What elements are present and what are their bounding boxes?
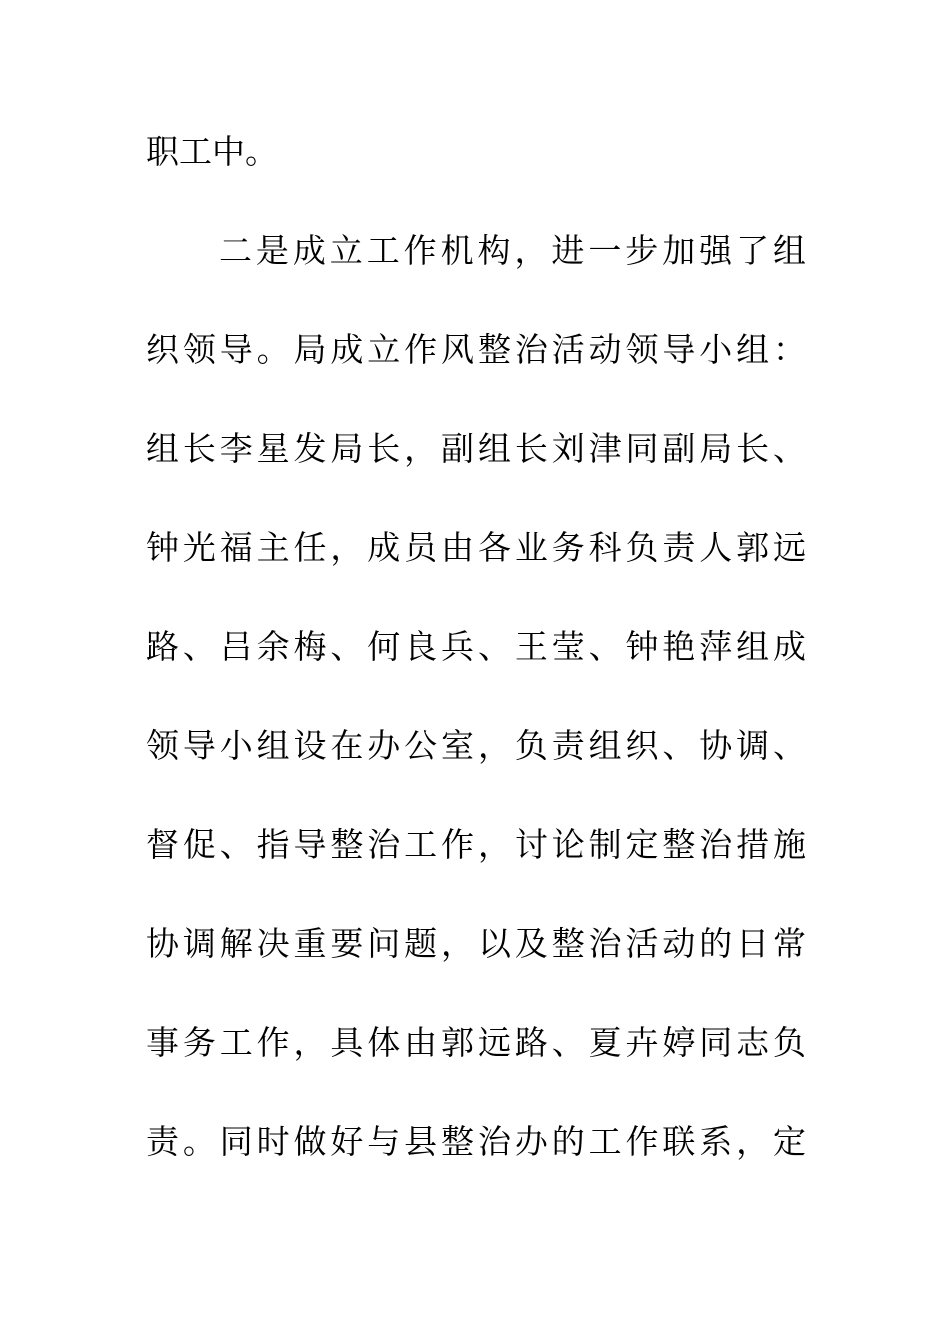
paragraph-first-line: 二是成立工作机构，进一步加强了组 (219, 231, 806, 270)
text-line-11: 责。同时做好与县整治办的工作联系，定 (146, 1122, 806, 1161)
text-line-1: 职工中。 (146, 132, 278, 171)
text-line-6: 路、吕余梅、何良兵、王莹、钟艳萍组成 (146, 627, 806, 666)
text-line-10: 事务工作，具体由郭远路、夏卉婷同志负 (146, 1023, 806, 1062)
text-line-7: 领导小组设在办公室，负责组织、协调、 (146, 726, 806, 765)
text-line-3: 织领导。局成立作风整治活动领导小组： (146, 330, 806, 369)
text-line-8: 督促、指导整治工作，讨论制定整治措施 (146, 825, 806, 864)
text-line-9: 协调解决重要问题，以及整治活动的日常 (146, 924, 806, 963)
text-line-5: 钟光福主任，成员由各业务科负责人郭远 (146, 528, 806, 567)
text-line-4: 组长李星发局长，副组长刘津同副局长、 (146, 429, 806, 468)
